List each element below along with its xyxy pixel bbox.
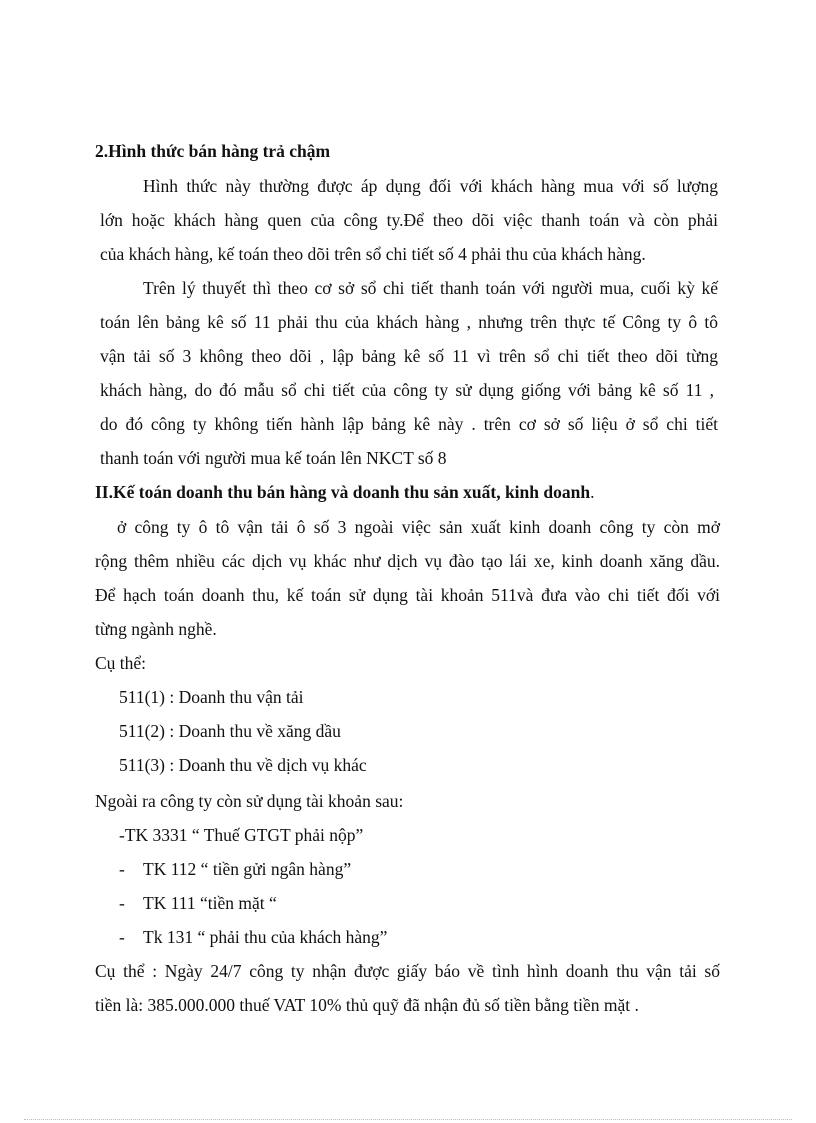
section-II-paragraph-line-2: rộng thêm nhiều các dịch vụ khác như dịch vụ đào tạo lái xe, kinh doanh xăng dầu.: [95, 551, 720, 571]
section-2-paragraph-2-line-5: do đó công ty không tiến hành lập bảng kê này . trên cơ sở số liệu ở sổ chi tiết: [100, 414, 718, 434]
bullet-dash: -: [119, 893, 125, 913]
section-II-heading: II.Kế toán doanh thu bán hàng và doanh thu sản xuất, kinh doanh: [95, 482, 591, 502]
section-2-paragraph-1-line-1: Hình thức này thường được áp dụng đối với khách hàng mua với số lượng: [143, 176, 718, 196]
section-II-paragraph-line-1: ở công ty ô tô vận tải ô số 3 ngoài việc sản xuất kinh doanh công ty còn mở: [117, 517, 720, 537]
section-II-paragraph-line-4: từng ngành nghề.: [95, 619, 217, 639]
section-2-paragraph-1-line-3: của khách hàng, kế toán theo dõi trên sổ chi tiết số 4 phải thu của khách hàng.: [100, 244, 646, 264]
bullet-dash: -: [119, 927, 125, 947]
section-2-paragraph-2-line-3: vận tải số 3 không theo dõi , lập bảng kê số 11 vì trên sổ chi tiết theo dõi từng: [100, 346, 718, 366]
section-II-heading-line: [95, 480, 594, 504]
section-2-paragraph-2-line-2: toán lên bảng kê số 11 phải thu của khách hàng , nhưng trên thực tế Công ty ô tô: [100, 312, 718, 332]
example-line-1: Cụ thể : Ngày 24/7 công ty nhận được giấy báo về tình hình doanh thu vận tải số: [95, 961, 720, 981]
section-II-heading-end: .: [590, 482, 595, 502]
section-2-paragraph-2-line-4: khách hàng, do đó mẫu sổ chi tiết của công ty sử dụng giống với bảng kê số 11 ,: [100, 380, 714, 400]
section-2-paragraph-1-line-2: lớn hoặc khách hàng quen của công ty.Để theo dõi việc thanh toán và còn phải: [100, 210, 718, 230]
other-account-tk131: Tk 131 “ phải thu của khách hàng”: [143, 927, 388, 947]
page-bottom-rule: [24, 1119, 792, 1120]
other-account-tk3331: -TK 3331 “ Thuế GTGT phải nộp”: [119, 825, 364, 845]
account-511-3: 511(3) : Doanh thu về dịch vụ khác: [119, 755, 367, 775]
cu-the-label: Cụ thể:: [95, 653, 147, 673]
section-II-paragraph-line-3: Để hạch toán doanh thu, kế toán sử dụng tài khoản 511và đưa vào chi tiết đối với: [95, 585, 720, 605]
section-2-paragraph-2-line-1: Trên lý thuyết thì theo cơ sở sổ chi tiết thanh toán với người mua, cuối kỳ kế: [143, 278, 718, 298]
bullet-item-tk112: [119, 857, 352, 881]
bullet-item-tk131: [119, 925, 388, 949]
section-2-heading: 2.Hình thức bán hàng trả chậm: [95, 141, 331, 161]
account-511-1: 511(1) : Doanh thu vận tải: [119, 687, 304, 707]
section-2-paragraph-2-line-6: thanh toán với người mua kế toán lên NKCT số 8: [100, 448, 447, 468]
bullet-dash: -: [119, 859, 125, 879]
example-line-2: tiền là: 385.000.000 thuế VAT 10% thủ quỹ đã nhận đủ số tiền bằng tiền mặt .: [95, 995, 639, 1015]
other-accounts-intro: Ngoài ra công ty còn sử dụng tài khoản sau:: [95, 791, 404, 811]
other-account-tk111: TK 111 “tiền mặt “: [143, 893, 277, 913]
other-account-tk112: TK 112 “ tiền gửi ngân hàng”: [143, 859, 352, 879]
account-511-2: 511(2) : Doanh thu về xăng dầu: [119, 721, 341, 741]
bullet-item-tk111: [119, 891, 277, 915]
